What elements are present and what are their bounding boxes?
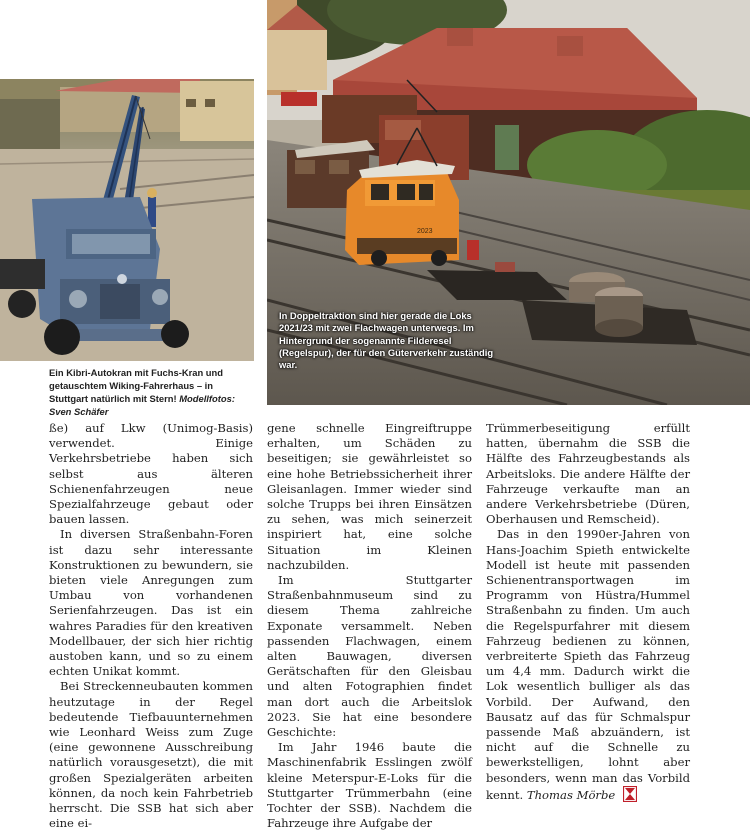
caption-left-credit: Modellfotos: Sven Schäfer [49,393,235,417]
article-paragraph-text: Das in den 1990er-Jahren von Hans-Joachim Spieth entwickelte Modell ist heute mit passenden Schienentransportwagen im Programm von Hüstra/Hummel Straßenbahn zu finden. Um auch die Regelspurfahrer mit diesem Fahrzeug bedienen zu können, verbreiterte Spieth das Fahrzeug um 4,4 mm. Dadurch wirkt die Lok wesentlich bulliger als das Vorbild. Der Aufwand, den Bausatz auf das für Schmalspur passende Maß abzuändern, ist nicht auf die Schnelle zu bewerkstelligen, lohnt aber besonders, wenn man das Vorbild kennt. [486,527,690,802]
author-signature: Thomas Mörbe [526,787,616,802]
photo-caption-left [49,366,254,418]
article-paragraph: In diversen Straßenbahn-Foren ist dazu sehr interessante Konstruktionen zu bewundern, sie bieten viele Anregungen zum Umbau von vorhandenen Serienfahrzeugen. Das ist ein wahres Paradies für den kreativen Modellbauer, der sich hier richtig austoben kann, und so zu einem echten Unikat kommt. [49,527,253,679]
article-column-1 [49,421,253,831]
article-paragraph-final [486,527,690,803]
article-paragraph: Trümmerbeseitigung erfüllt hatten, übernahm die SSB die Hälfte des Fahrzeugbestands als Arbeitsloks. Die andere Hälfte der Fahrzeuge verkaufte man an andere Verkehrsbetriebe (Düren, Oberhausen und Remscheid). [486,421,690,527]
article-paragraph: Im Jahr 1946 baute die Maschinenfabrik Esslingen zwölf kleine Meterspur-E-Loks für die Stuttgarter Trümmerbahn (eine Tochter der SSB). Nachdem die Fahrzeuge ihre Aufgabe der [267,740,472,831]
article-column-3 [486,421,690,803]
article-paragraph: Bei Streckenneubauten kommen heutzutage in der Regel bedeutende Tiefbauunternehmen wie Leonhard Weiss zum Zuge (eine gewonnene Ausschreibung natürlich vorausgesetzt), die mit großen Spezialgeräten arbeiten können, da noch kein Fahrbetrieb herrscht. Die SSB hat sich aber eine ei- [49,679,253,831]
end-of-article-icon [623,786,637,802]
photo-caption-right: In Doppeltraktion sind hier gerade die Loks 2021/23 mit zwei Flachwagen unterwegs. Im Hintergrund der sogenannte Filderesel (Regelspur), der für den Güterverkehr zuständig war. [279,310,494,371]
article-paragraph: Im Stuttgarter Straßenbahnmuseum sind zu diesem Thema zahlreiche Exponate versammelt. Neben passenden Flachwagen, einem alten Bauwagen, diversen Gerätschaften für den Gleisbau und alten Fotographien findet man dort auch die Arbeitslok 2023. Sie hat eine besondere Geschichte: [267,573,472,740]
article-column-2 [267,421,472,831]
caption-left-text: Ein Kibri-Autokran mit Fuchs-Kran und getauschtem Wiking-Fahrerhaus – in Stuttgart natürlich mit Stern! [49,367,223,404]
photo-crane-truck [0,79,254,361]
loco-number-sign: 2023 [417,228,433,235]
article-paragraph: gene schnelle Eingreiftruppe erhalten, um Schäden zu beseitigen; sie gewährleistet so eine hohe Betriebssicherheit ihrer Gleisanlagen. Immer wieder sind solche Trupps bei ihren Einsätzen zu sehen, was mich seinerzeit inspiriert hat, eine solche Situation im Kleinen nachzubilden. [267,421,472,572]
crane-truck-image [0,79,254,361]
article-paragraph: ße) auf Lkw (Unimog-Basis) verwendet. Einige Verkehrsbetriebe haben sich selbst aus älteren Schienenfahrzeugen neue Spezialfahrzeuge gebaut oder bauen lassen. [49,421,253,527]
